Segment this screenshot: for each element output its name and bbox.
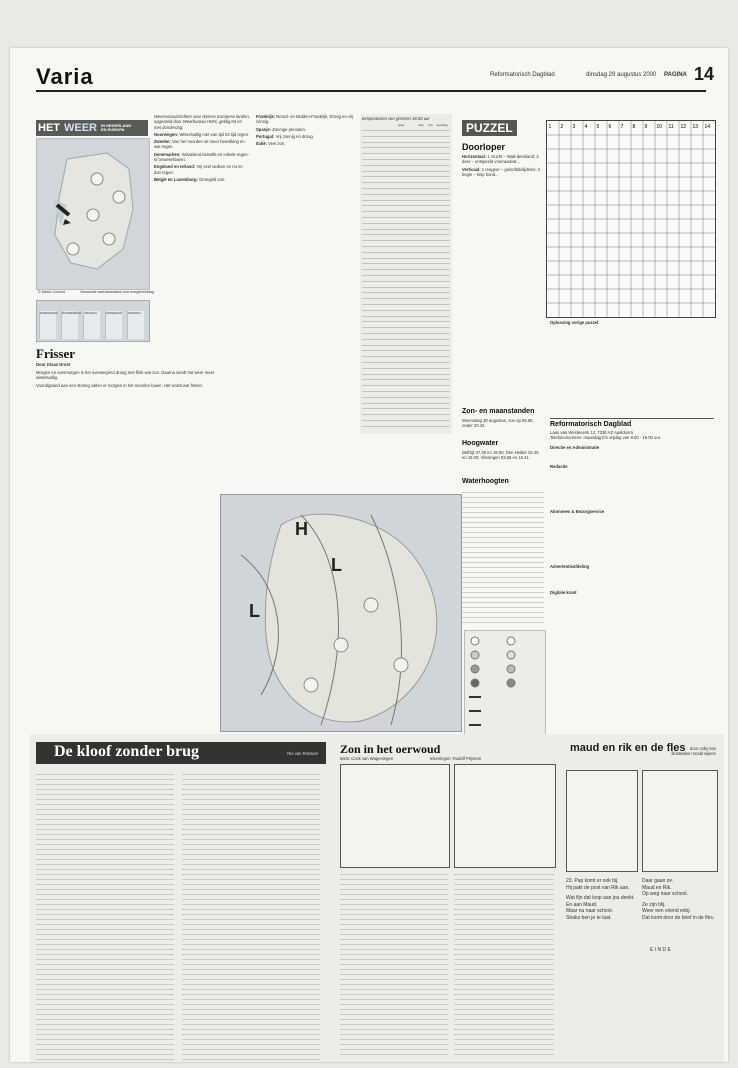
kloof-text-col1 bbox=[36, 770, 174, 1060]
zon-credit-right: tekeningen: Rudolf Prijsens bbox=[430, 756, 481, 761]
colofon-directie: Directie en Administratie bbox=[550, 444, 600, 450]
maud-panel bbox=[642, 770, 718, 872]
weather-legend bbox=[464, 630, 546, 740]
forecast-day: WOENSDAG bbox=[39, 311, 56, 339]
zon-text-col2 bbox=[454, 870, 554, 1058]
masthead-rule bbox=[36, 90, 706, 92]
table-row bbox=[362, 281, 450, 282]
table-row bbox=[362, 153, 450, 154]
table-row bbox=[362, 397, 450, 398]
grid-number: 7 bbox=[620, 124, 624, 130]
table-row bbox=[362, 269, 450, 270]
crossword-grid-lines bbox=[547, 121, 715, 317]
temperature-col-weer: weer bbox=[398, 123, 405, 127]
table-row bbox=[362, 229, 450, 230]
page-label: PAGINA bbox=[664, 72, 687, 78]
table-row bbox=[362, 287, 450, 288]
tide-heading: Hoogwater bbox=[462, 440, 499, 447]
table-row bbox=[362, 339, 450, 340]
table-row bbox=[362, 403, 450, 404]
maud-end: E I N D E bbox=[650, 947, 671, 953]
newspaper-page bbox=[10, 48, 728, 1062]
puzzel-title: Doorloper bbox=[462, 142, 506, 152]
table-row bbox=[362, 321, 450, 322]
temperature-col-max: max bbox=[418, 123, 424, 127]
table-row bbox=[362, 356, 450, 357]
temperature-col-neerslag: neerslag bbox=[436, 123, 448, 127]
table-row bbox=[362, 385, 450, 386]
table-row bbox=[362, 362, 450, 363]
weather-region: IN NEDERLAND EN EUROPA bbox=[101, 123, 132, 132]
table-row bbox=[362, 136, 450, 137]
low-pressure-label: L bbox=[249, 601, 260, 621]
grid-number: 12 bbox=[680, 124, 687, 130]
temperature-col-min: min bbox=[428, 123, 433, 127]
forecast-day: VRIJDAG bbox=[83, 311, 100, 339]
sun-moon-text: Woensdag 30 augustus, zon op 06.58, onder 20.42. bbox=[462, 418, 534, 429]
table-row bbox=[362, 194, 450, 195]
weather-byline: Door Klaas Drost bbox=[36, 362, 71, 367]
colofon-abonnees: Abonnees & Bezorgservice bbox=[550, 509, 605, 515]
netherlands-map-graphic bbox=[37, 139, 149, 289]
grid-number: 6 bbox=[608, 124, 612, 130]
maud-panel bbox=[566, 770, 638, 872]
colofon-heading: Reformatorisch Dagblad bbox=[550, 421, 632, 428]
kloof-banner bbox=[36, 742, 326, 764]
temperature-table bbox=[360, 114, 452, 434]
table-row bbox=[362, 171, 450, 172]
table-row bbox=[362, 223, 450, 224]
zon-panel bbox=[340, 764, 450, 868]
table-row bbox=[362, 263, 450, 264]
grid-number: 11 bbox=[668, 124, 674, 130]
table-row bbox=[362, 304, 450, 305]
table-row bbox=[362, 379, 450, 380]
weather-headline: Frisser bbox=[36, 346, 75, 361]
table-row bbox=[362, 310, 450, 311]
weather-banner bbox=[36, 120, 148, 136]
europe-outlook-col2: Frankrijk: Noord- en Midden-Frankrijk: Droog en vrij zonnig. Spanje: Zonnige perioden. Portugal: Vrij zonnig en droog. Italië: Veel zon. bbox=[256, 114, 354, 147]
grid-number: 4 bbox=[584, 124, 588, 130]
table-row bbox=[362, 211, 450, 212]
table-row bbox=[362, 246, 450, 247]
puzzel-banner: PUZZEL bbox=[462, 120, 517, 136]
table-row bbox=[362, 368, 450, 369]
maud-title: maud en rik en de fles bbox=[570, 742, 686, 754]
table-row bbox=[362, 205, 450, 206]
maud-text-left: 23. Pap komt er ook bij. Hij pakt de post van Rik aan. Wat fijn dat loop aan jou denkt. En aan Maud. Maar nu naar school. Straks ben je te laat. bbox=[566, 878, 635, 921]
paper-name: Reformatorisch Dagblad bbox=[490, 72, 555, 78]
forecast-day: DONDERDAG bbox=[61, 311, 78, 339]
table-row bbox=[362, 217, 450, 218]
table-row bbox=[362, 374, 450, 375]
colofon-redactie: Redactie bbox=[550, 463, 568, 469]
grid-number: 5 bbox=[596, 124, 600, 130]
table-row bbox=[362, 426, 450, 427]
table-row bbox=[362, 316, 450, 317]
table-row bbox=[362, 292, 450, 293]
colofon-digitale-krant: Digitale krant bbox=[550, 589, 577, 595]
zon-title: Zon in het oerwoud bbox=[340, 742, 441, 756]
temperature-table-heading: temperaturen van gisteren 18.00 uur bbox=[362, 116, 430, 121]
puzzel-clues: Horizontaal: 1 vrucht – Wad-dereiland; 2 deer – ontspeeld voorraadvat... Verticaal: 1 reageer – geloofsbelijdenis; 2 begin – knip hond... bbox=[462, 154, 540, 177]
table-row bbox=[362, 188, 450, 189]
table-row bbox=[362, 258, 450, 259]
table-row bbox=[362, 275, 450, 276]
table-row bbox=[362, 350, 450, 351]
table-row bbox=[362, 147, 450, 148]
table-row bbox=[362, 130, 450, 131]
puzzel-solution: Oplossing vorige puzzel: bbox=[550, 320, 600, 325]
maud-text-right: Daar gaan ze. Maud en Rik. Op weg naar school. Ze zijn blij. Weer een vriend erbij. Dat komt door de brief in de fles. bbox=[642, 878, 715, 921]
waterhoogten-heading: Waterhoogten bbox=[462, 478, 509, 485]
table-row bbox=[362, 182, 450, 183]
high-pressure-label: H bbox=[295, 519, 308, 539]
section-title: Varia bbox=[36, 64, 94, 89]
table-row bbox=[362, 414, 450, 415]
weather-banner-right: WEER bbox=[64, 122, 97, 134]
kloof-title: De kloof zonder brug bbox=[54, 743, 200, 760]
table-row bbox=[362, 159, 450, 160]
table-row bbox=[362, 234, 450, 235]
crossword-grid[interactable] bbox=[546, 120, 716, 318]
table-row bbox=[362, 327, 450, 328]
weather-article-body: Morgen en overmorgen is het overwegend droog met flink wat zon. Daarna wordt het weer meer wisselvallig. Voorafgaand aan een storing vallen er morgen in het noorden buien. Het wordt wat frisser. bbox=[36, 370, 215, 388]
weather-map-europe bbox=[220, 494, 462, 732]
grid-number: 14 bbox=[704, 124, 711, 130]
table-row bbox=[362, 142, 450, 143]
table-row bbox=[362, 345, 450, 346]
waterhoogten-text bbox=[462, 488, 544, 624]
grid-number: 2 bbox=[560, 124, 564, 130]
grid-number: 3 bbox=[572, 124, 576, 130]
colofon-phone-hours: Telefoonnummer: maandag t/m vrijdag van 8.00 - 16.00 uur. bbox=[550, 435, 662, 441]
colofon bbox=[550, 418, 714, 739]
map-caption-left: © Meteo Consult bbox=[38, 290, 65, 294]
sun-moon-heading: Zon- en maanstanden bbox=[462, 408, 535, 415]
zon-credit-left: tekst: Cock van Wageningen bbox=[340, 756, 394, 761]
table-row bbox=[362, 200, 450, 201]
table-row bbox=[362, 240, 450, 241]
weather-map-small bbox=[36, 138, 150, 290]
weather-banner-left: HET bbox=[38, 122, 60, 134]
grid-number: 8 bbox=[632, 124, 636, 130]
colofon-advertenties: Advertentieafdeling bbox=[550, 564, 590, 570]
table-row bbox=[362, 391, 450, 392]
table-row bbox=[362, 252, 450, 253]
table-row bbox=[362, 333, 450, 334]
table-row bbox=[362, 176, 450, 177]
europe-outlook-col1: Weersvooruitzichten voor diverse Europese landen, opgesteld door Weerbureau HWS, geldig tot en met donderdag: Noorwegen: Wisselvallig met van tijd tot tijd regen. Zweden: Van het noorden uit meer bewolking en wat regen. Denemarken: Wisselend bewolkt en enkele regen- of onweersbuien. Engeland en Ierland: Vrij veel wolken en nu en dan regen. België en Luxemburg: Geregeld zon. bbox=[154, 114, 250, 182]
grid-number: 13 bbox=[692, 124, 699, 130]
europe-map-graphic bbox=[221, 495, 461, 731]
maud-credit: door coby kos illustraties ronald wijnen bbox=[671, 746, 716, 757]
table-row bbox=[362, 420, 450, 421]
kloof-author: Rie van Rossum bbox=[287, 751, 318, 756]
five-day-forecast bbox=[36, 300, 150, 342]
colofon-address: Laan van Westenenk 12, 7336 AZ Apeldoorn bbox=[550, 430, 634, 435]
legend-symbols bbox=[465, 631, 545, 739]
issue-date: dinsdag 29 augustus 2000 bbox=[586, 72, 657, 78]
map-caption-right: Verwachte weerstoestand voor morgenmiddag bbox=[80, 290, 155, 294]
grid-number: 9 bbox=[644, 124, 648, 130]
tide-text: Delfzijl 07.36 en 19.50; Den Helder 02.45 en 15.00; Vlissingen 03.59 en 16.41. bbox=[462, 450, 539, 461]
table-row bbox=[362, 298, 450, 299]
forecast-day: ZATERDAG bbox=[105, 311, 122, 339]
low-pressure-label: L bbox=[331, 555, 342, 575]
forecast-day: ZONDAG bbox=[127, 311, 144, 339]
grid-number: 1 bbox=[548, 124, 552, 130]
page-number: 14 bbox=[693, 64, 714, 84]
zon-panel bbox=[454, 764, 556, 868]
grid-number: 10 bbox=[656, 124, 663, 130]
table-row bbox=[362, 408, 450, 409]
table-row bbox=[362, 165, 450, 166]
zon-text-col1 bbox=[340, 870, 448, 1058]
kloof-text-col2 bbox=[182, 770, 320, 1060]
